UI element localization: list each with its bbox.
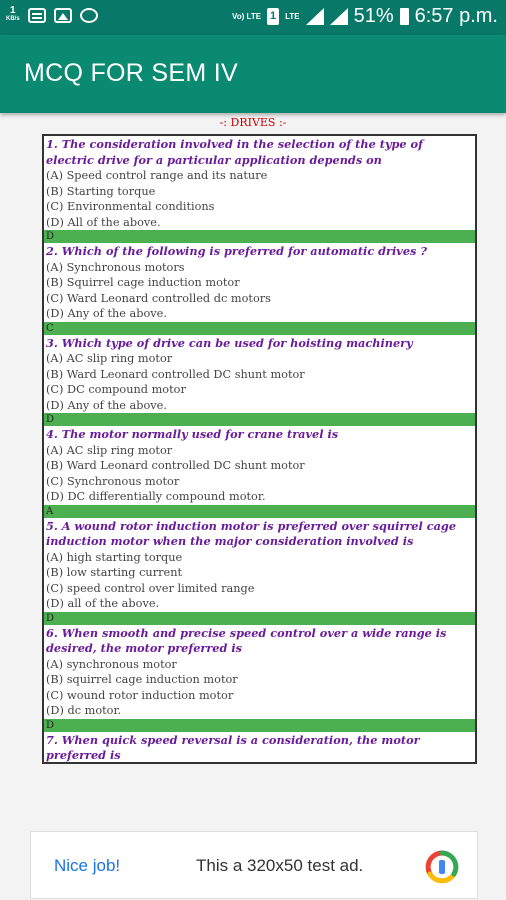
option-text: (D) all of the above. (46, 597, 160, 610)
option-text: (B) squirrel cage induction motor (46, 673, 238, 686)
signal-strength-icon (330, 8, 348, 25)
option-text: (B) Squirrel cage induction motor (46, 276, 240, 289)
question-text: 2. Which of the following is preferred for automatic drives ? (46, 244, 427, 258)
ad-banner[interactable] (30, 831, 478, 899)
answer-bar: C (44, 322, 475, 335)
gallery-icon (54, 8, 72, 23)
battery-icon (400, 8, 409, 25)
data-saver-icon (80, 8, 98, 23)
question-text: 3. Which type of drive can be used for hoisting machinery (46, 335, 413, 350)
content-area[interactable] (0, 113, 506, 762)
option-text: (C) speed control over limited range (46, 581, 255, 595)
answer-bar: D (44, 719, 475, 732)
app-bar (0, 35, 506, 113)
option-text: (A) AC slip ring motor (46, 352, 173, 365)
volte-icon: Vo) LTE (232, 11, 262, 21)
option-text: (D) DC differentially compound motor. (46, 490, 266, 503)
option-text: (C) Synchronous motor (46, 474, 180, 488)
option-text: (A) Speed control range and its nature (46, 169, 268, 182)
question-list[interactable] (42, 134, 477, 764)
option-text: (D) All of the above. (46, 215, 161, 229)
app-title: MCQ FOR SEM IV (24, 59, 238, 87)
sim-icon: 1 (267, 8, 279, 25)
option-text: (B) Starting torque (46, 184, 156, 198)
option-text: (D) Any of the above. (46, 398, 167, 412)
option-text: (D) dc motor. (46, 704, 122, 717)
answer-bar: D (44, 413, 475, 426)
question-text: 1. The consideration involved in the selection of the type of electric drive for a particular application depends on (46, 137, 423, 167)
clock: 6:57 p.m. (414, 5, 498, 27)
answer-bar: D (44, 230, 475, 243)
option-text: (A) AC slip ring motor (46, 443, 173, 457)
option-text: (A) synchronous motor (46, 657, 177, 671)
option-text: (C) Environmental conditions (46, 200, 215, 213)
option-text: (B) Ward Leonard controlled DC shunt motor (46, 459, 305, 472)
option-text: (B) Ward Leonard controlled DC shunt motor (46, 367, 305, 381)
question-text: 4. The motor normally used for crane travel is (46, 427, 339, 441)
message-icon (28, 8, 46, 23)
option-text: (B) low starting current (46, 566, 183, 579)
answer-bar: D (44, 612, 475, 625)
network-speed-indicator: 1 KB/s (6, 5, 20, 22)
battery-percent: 51% (353, 5, 394, 27)
status-bar (0, 0, 506, 35)
section-title: -: DRIVES :- (219, 116, 287, 129)
question-text: 5. A wound rotor induction motor is preferred over squirrel cage induction motor when the major consideration involved is (46, 518, 457, 548)
option-text: (C) DC compound motor (46, 383, 186, 396)
question-text: 7. When quick speed reversal is a consideration, the motor preferred is (46, 732, 420, 762)
ad-left-text: Nice job! (54, 856, 121, 875)
option-text: (C) wound rotor induction motor (46, 688, 234, 702)
option-text: (A) high starting torque (46, 550, 183, 564)
option-text: (D) Any of the above. (46, 307, 167, 320)
ad-logo-icon (425, 850, 459, 884)
signal-icon (306, 8, 324, 25)
option-text: (C) Ward Leonard controlled dc motors (46, 291, 271, 305)
lte-icon: LTE (285, 11, 300, 21)
ad-middle-text: This a 320x50 test ad. (196, 856, 364, 875)
answer-bar: A (44, 505, 475, 518)
option-text: (A) Synchronous motors (46, 260, 185, 274)
question-text: 6. When smooth and precise speed control over a wide range is desired, the motor preferred is (46, 625, 447, 655)
